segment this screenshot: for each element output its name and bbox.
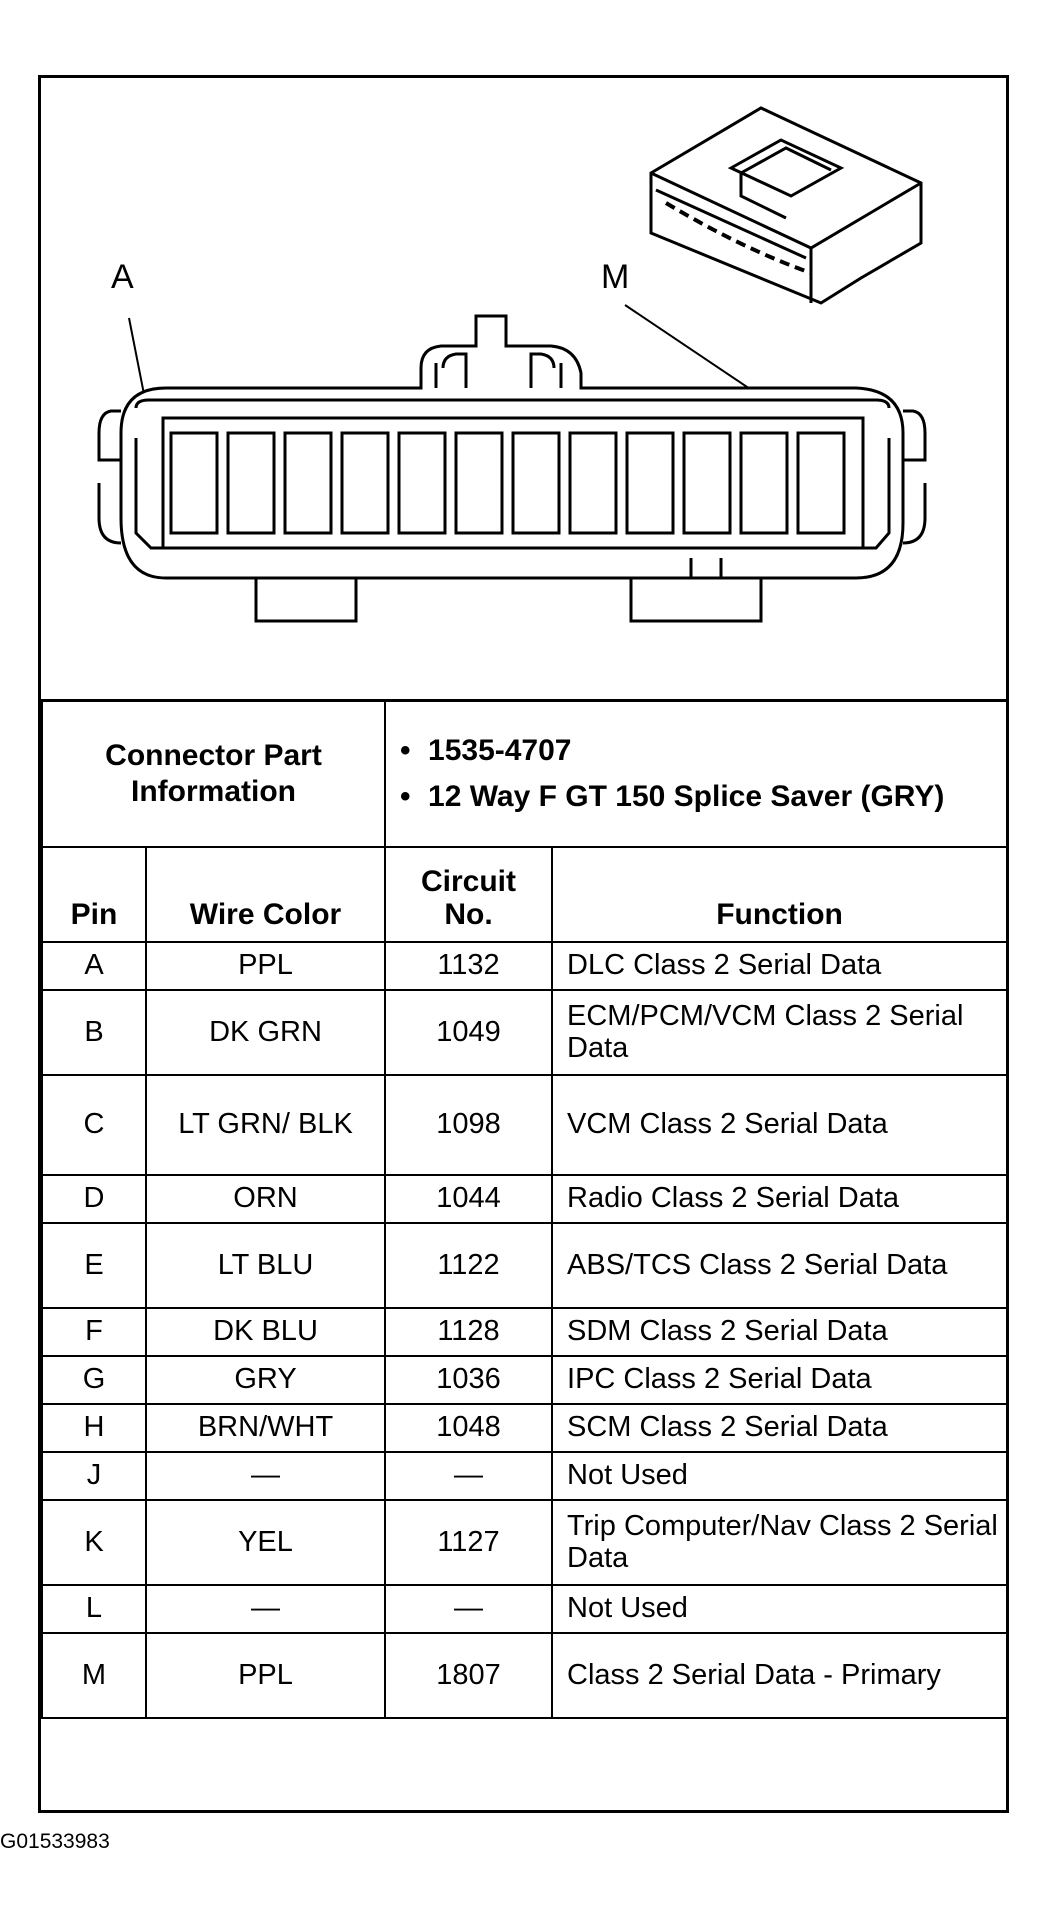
table-row <box>42 990 1007 1075</box>
wire-color-cell: DK GRN <box>146 990 385 1075</box>
pin-cell: M <box>42 1633 146 1718</box>
function-cell: Radio Class 2 Serial Data <box>552 1175 1007 1223</box>
pin-cell: D <box>42 1175 146 1223</box>
function-cell: VCM Class 2 Serial Data <box>552 1075 1007 1175</box>
circuit-cell: 1098 <box>385 1075 552 1175</box>
pin-cell: L <box>42 1585 146 1633</box>
wire-color-cell: YEL <box>146 1500 385 1585</box>
table-row <box>42 1585 1007 1633</box>
wire-color-cell: PPL <box>146 942 385 990</box>
column-header-wire-color: Wire Color <box>146 847 385 942</box>
function-cell: SCM Class 2 Serial Data <box>552 1404 1007 1452</box>
wire-color-cell: GRY <box>146 1356 385 1404</box>
table-header-row <box>42 847 1007 942</box>
connector-frame <box>38 75 1009 1813</box>
pin-cell: C <box>42 1075 146 1175</box>
wire-color-cell: LT BLU <box>146 1223 385 1308</box>
function-cell: DLC Class 2 Serial Data <box>552 942 1007 990</box>
circuit-cell: — <box>385 1585 552 1633</box>
circuit-cell: 1036 <box>385 1356 552 1404</box>
function-cell: Not Used <box>552 1452 1007 1500</box>
wire-color-cell: DK BLU <box>146 1308 385 1356</box>
pin-cell: B <box>42 990 146 1075</box>
connector-info-list <box>385 700 1007 847</box>
circuit-cell: 1132 <box>385 942 552 990</box>
table-row <box>42 1356 1007 1404</box>
function-cell: IPC Class 2 Serial Data <box>552 1356 1007 1404</box>
pin-m-label: M <box>601 258 630 296</box>
table-row <box>42 1404 1007 1452</box>
figure-id: G01533983 <box>0 1830 110 1853</box>
connector-drawing <box>41 78 1006 699</box>
function-cell: SDM Class 2 Serial Data <box>552 1308 1007 1356</box>
table-row <box>42 1075 1007 1175</box>
column-header-pin: Pin <box>42 847 146 942</box>
pin-cell: F <box>42 1308 146 1356</box>
function-cell: ABS/TCS Class 2 Serial Data <box>552 1223 1007 1308</box>
circuit-cell: 1128 <box>385 1308 552 1356</box>
function-cell: ECM/PCM/VCM Class 2 Serial Data <box>552 990 1007 1075</box>
pin-cell: G <box>42 1356 146 1404</box>
connector-iso-view <box>651 108 921 303</box>
wire-color-cell: — <box>146 1452 385 1500</box>
circuit-cell: 1122 <box>385 1223 552 1308</box>
pin-cell: J <box>42 1452 146 1500</box>
wire-color-cell: — <box>146 1585 385 1633</box>
table-row <box>42 1223 1007 1308</box>
pin-cell: E <box>42 1223 146 1308</box>
circuit-cell: — <box>385 1452 552 1500</box>
wire-color-cell: BRN/WHT <box>146 1404 385 1452</box>
circuit-cell: 1044 <box>385 1175 552 1223</box>
pin-cell: H <box>42 1404 146 1452</box>
table-row <box>42 1633 1007 1718</box>
connector-diagram <box>41 78 1006 702</box>
circuit-cell: 1049 <box>385 990 552 1075</box>
circuit-cell: 1127 <box>385 1500 552 1585</box>
connector-info-heading: Connector Part Information <box>42 700 385 847</box>
function-cell: Trip Computer/Nav Class 2 Serial Data <box>552 1500 1007 1585</box>
connector-info-item: • 12 Way F GT 150 Splice Saver (GRY) <box>400 779 945 813</box>
circuit-cell: 1048 <box>385 1404 552 1452</box>
connector-info-item: • 1535-4707 <box>400 733 572 767</box>
wire-color-cell: PPL <box>146 1633 385 1718</box>
table-row <box>42 1308 1007 1356</box>
connector-info-row <box>42 700 1007 847</box>
function-cell: Class 2 Serial Data - Primary <box>552 1633 1007 1718</box>
wire-color-cell: ORN <box>146 1175 385 1223</box>
table-row <box>42 1175 1007 1223</box>
function-cell: Not Used <box>552 1585 1007 1633</box>
pin-cell: A <box>42 942 146 990</box>
column-header-circuit: Circuit No. <box>385 847 552 942</box>
pin-cell: K <box>42 1500 146 1585</box>
column-header-function: Function <box>552 847 1007 942</box>
wire-color-cell: LT GRN/ BLK <box>146 1075 385 1175</box>
table-row <box>42 1452 1007 1500</box>
table-row <box>42 942 1007 990</box>
pinout-table <box>41 699 1008 1719</box>
pin-a-label: A <box>111 258 134 296</box>
table-row <box>42 1500 1007 1585</box>
circuit-cell: 1807 <box>385 1633 552 1718</box>
